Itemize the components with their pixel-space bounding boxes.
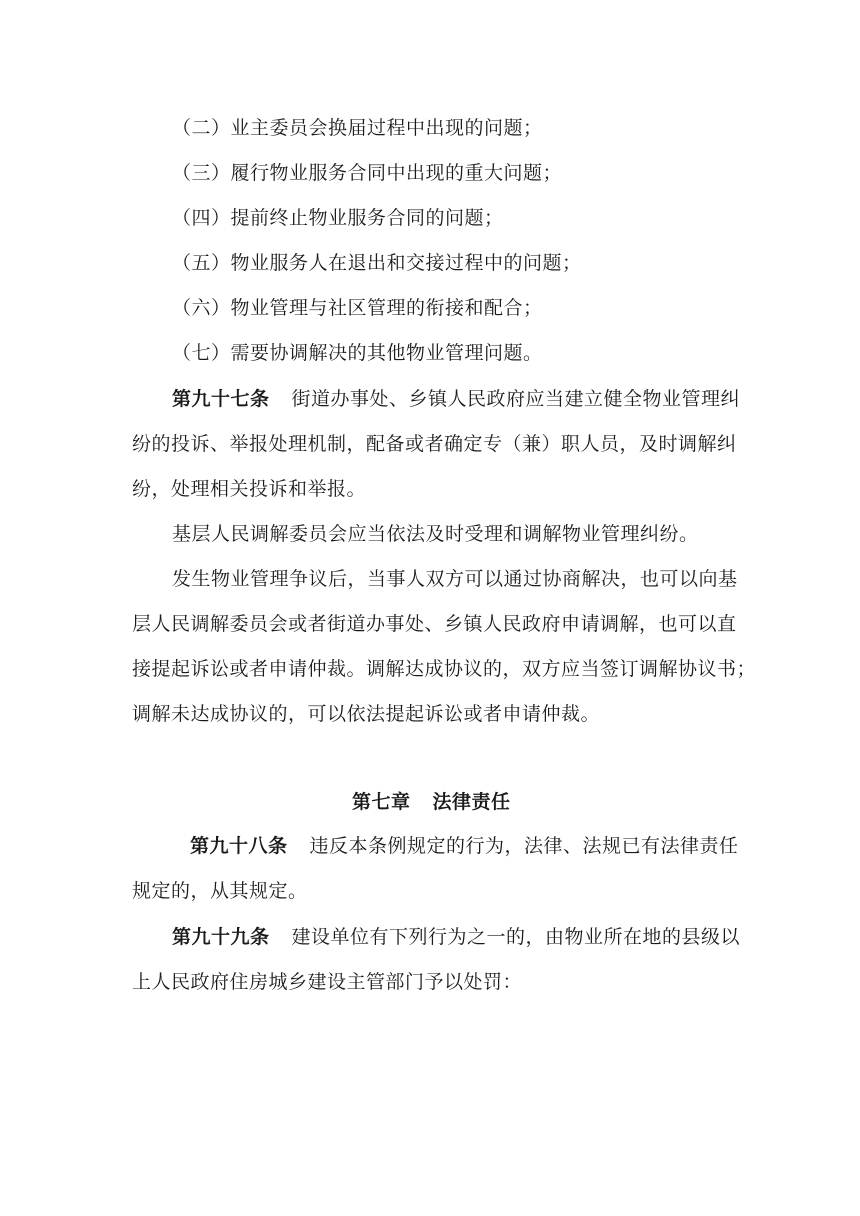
chapter-title: 法律责任 (432, 791, 511, 813)
article-98-label: 第九十八条 (190, 835, 288, 857)
article-97-text: 纷，处理相关投诉和举报。 (132, 478, 367, 500)
article-99-first-line (172, 925, 740, 949)
chapter-number: 第七章 (352, 791, 411, 813)
paragraph-dispute: 调解未达成协议的，可以依法提起诉讼或者申请仲裁。 (132, 703, 601, 725)
paragraph-mediation: 基层人民调解委员会应当依法及时受理和调解物业管理纠纷。 (172, 523, 699, 545)
list-item: （五）物业服务人在退出和交接过程中的问题； (172, 252, 582, 274)
article-97-text: 街道办事处、乡镇人民政府应当建立健全物业管理纠 (291, 388, 741, 410)
list-item: （四）提前终止物业服务合同的问题； (172, 207, 504, 229)
article-98-text: 规定的，从其规定。 (132, 880, 308, 902)
article-98-text: 违反本条例规定的行为，法律、法规已有法律责任 (309, 835, 739, 857)
chapter-heading (352, 790, 511, 814)
list-item: （七）需要协调解决的其他物业管理问题。 (172, 342, 543, 364)
article-99-text: 建设单位有下列行为之一的，由物业所在地的县级以 (291, 926, 741, 948)
article-98-first-line (190, 834, 739, 858)
article-97-label: 第九十七条 (172, 388, 270, 410)
list-item: （二）业主委员会换届过程中出现的问题； (172, 117, 543, 139)
article-97-first-line (172, 387, 740, 411)
paragraph-dispute: 发生物业管理争议后，当事人双方可以通过协商解决，也可以向基 (172, 568, 738, 590)
paragraph-dispute: 层人民调解委员会或者街道办事处、乡镇人民政府申请调解，也可以直 (132, 613, 737, 635)
paragraph-dispute: 接提起诉讼或者申请仲裁。调解达成协议的，双方应当签订调解协议书； (132, 658, 757, 680)
list-item: （三）履行物业服务合同中出现的重大问题； (172, 162, 563, 184)
list-item: （六）物业管理与社区管理的衔接和配合； (172, 297, 543, 319)
article-99-label: 第九十九条 (172, 926, 270, 948)
article-99-text: 上人民政府住房城乡建设主管部门予以处罚： (132, 971, 523, 993)
article-97-text: 纷的投诉、举报处理机制，配备或者确定专（兼）职人员，及时调解纠 (132, 433, 737, 455)
